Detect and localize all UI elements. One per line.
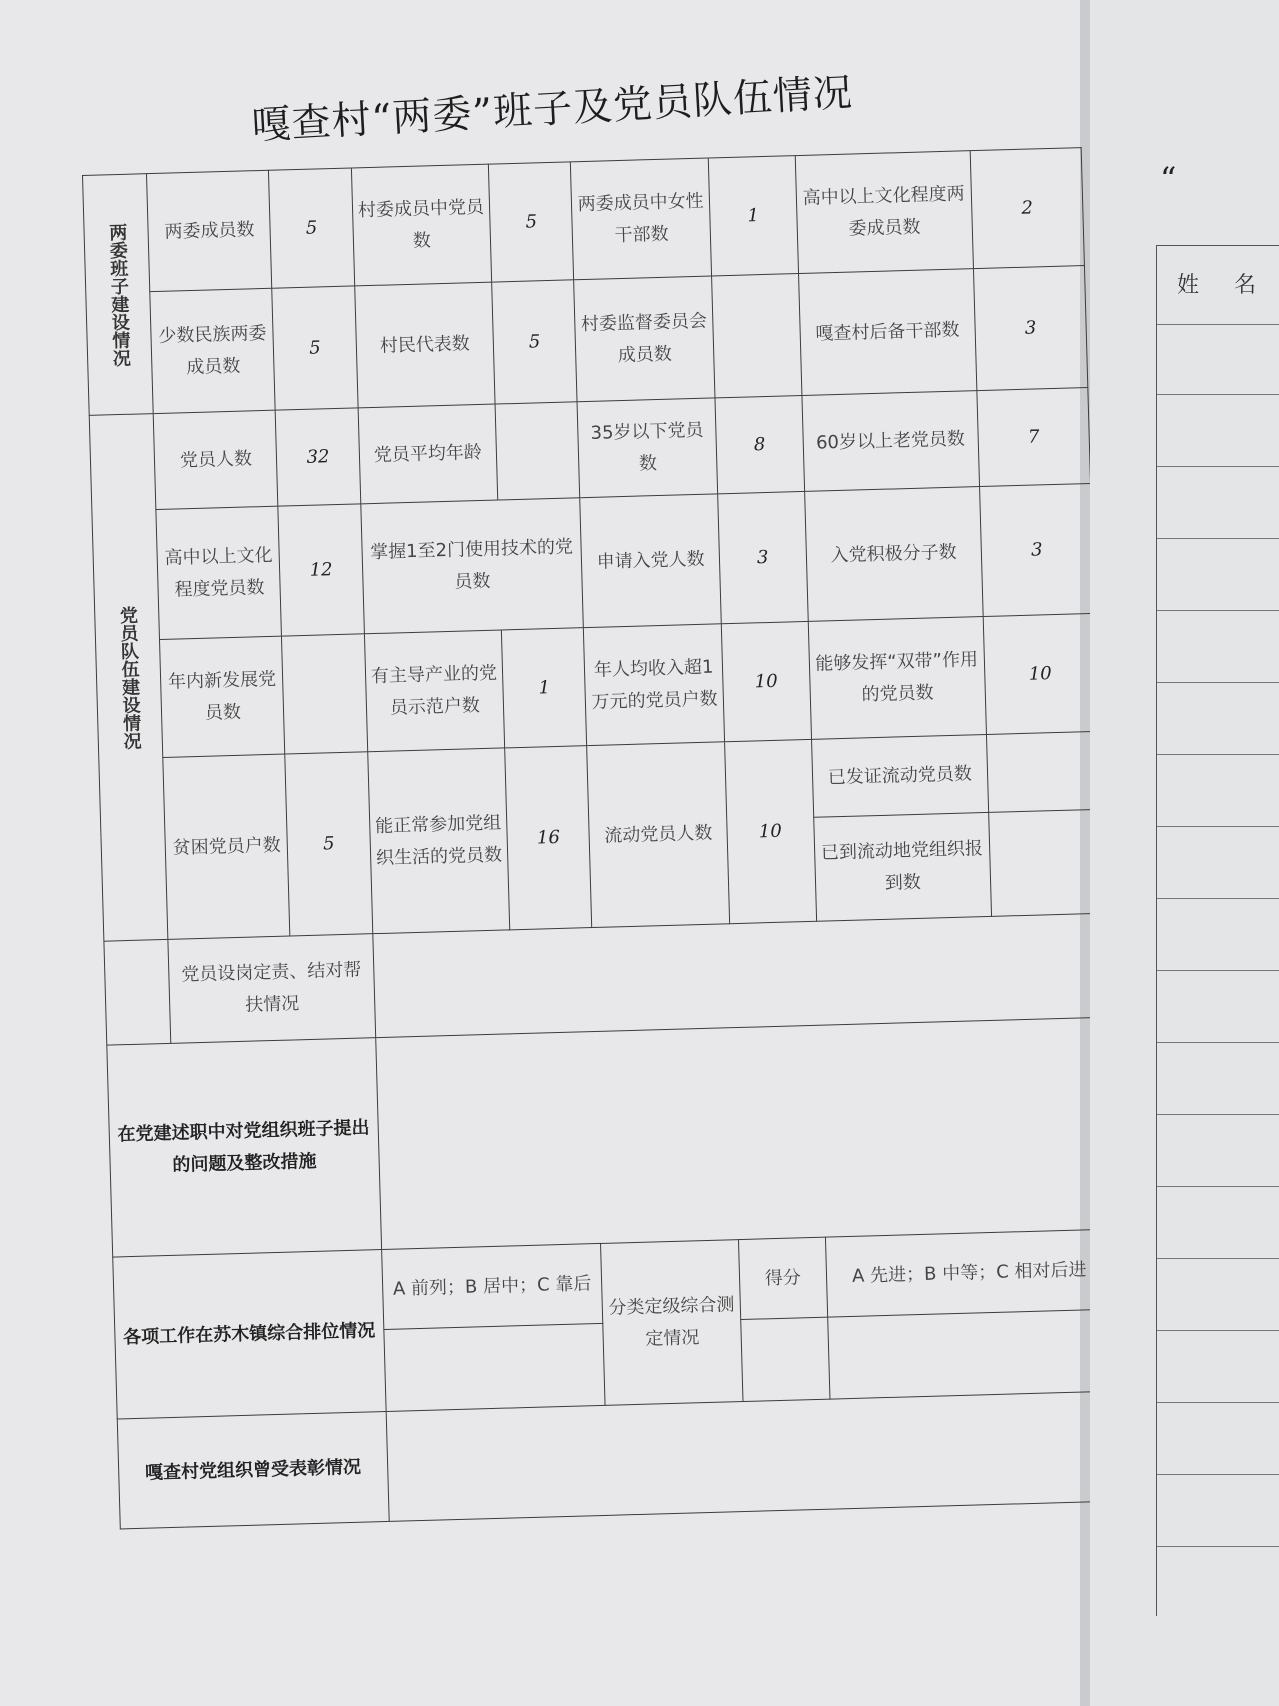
row-line (1157, 610, 1279, 611)
row-line (1157, 324, 1279, 325)
value-poor-households[interactable]: 5 (285, 752, 372, 936)
value-under-35[interactable]: 8 (715, 395, 804, 493)
row-line (1157, 1402, 1279, 1403)
label-classification: 分类定级综合测定情况 (601, 1240, 743, 1406)
value-activists[interactable]: 3 (979, 483, 1094, 616)
label-active-members: 能正常参加党组织生活的党员数 (367, 748, 510, 934)
value-rank[interactable] (383, 1323, 605, 1411)
row-line (1157, 466, 1279, 467)
value-party-members[interactable]: 32 (276, 408, 361, 506)
label-post-duties: 党员设岗定责、结对帮扶情况 (168, 934, 375, 1044)
label-reported-mobile: 已到流动地党组织报到数 (813, 812, 991, 921)
row-line (1157, 754, 1279, 755)
value-new-members[interactable] (282, 634, 367, 754)
grade-options: A 先进；B 中等；C 相对后进 (825, 1229, 1114, 1317)
label-village-reps: 村民代表数 (354, 282, 495, 408)
row-line (1157, 1114, 1279, 1115)
label-certified-mobile: 已发证流动党员数 (811, 734, 988, 817)
value-honors[interactable] (386, 1391, 1119, 1521)
label-applicants: 申请入党人数 (580, 494, 721, 628)
label-rectification: 在党建述职中对党组织班子提出的问题及整改措施 (107, 1038, 381, 1257)
label-highschool-committee: 高中以上文化程度两委成员数 (795, 151, 974, 274)
row-line (1157, 1330, 1279, 1331)
table-row (107, 1017, 1112, 1257)
data-form (82, 147, 1122, 1614)
label-skilled-members: 掌握1至2门使用技术的党员数 (360, 498, 583, 634)
label-poor-households: 贫困党员户数 (163, 754, 290, 939)
info-table (82, 147, 1119, 1529)
label-honors: 嘎查村党组织曾受表彰情况 (117, 1412, 389, 1529)
label-party-members: 党员人数 (154, 410, 279, 509)
rank-options: A 前列；B 居中；C 靠后 (381, 1243, 603, 1329)
value-reserve-cadres[interactable]: 3 (973, 266, 1087, 391)
label-demo-households: 有主导产业的党员示范户数 (364, 630, 505, 752)
value-party-in-village[interactable]: 5 (489, 162, 574, 282)
value-active-members[interactable]: 16 (505, 746, 592, 930)
label-over-60: 60岁以上老党员数 (801, 391, 979, 492)
value-village-reps[interactable]: 5 (492, 280, 577, 404)
facing-page-title-fragment: “ (1160, 160, 1177, 198)
label-town-ranking: 各项工作在苏木镇综合排位情况 (113, 1250, 386, 1419)
value-female-cadres[interactable]: 1 (708, 156, 798, 276)
label-reserve-cadres: 嘎查村后备干部数 (798, 269, 977, 396)
value-post-duties[interactable] (372, 913, 1105, 1037)
value-applicants[interactable]: 3 (718, 491, 808, 623)
label-minority-committee: 少数民族两委成员数 (150, 288, 275, 413)
value-mobile-members[interactable]: 10 (725, 739, 817, 923)
row-line (1157, 826, 1279, 827)
label-mobile-members: 流动党员人数 (587, 742, 730, 928)
row-line (1157, 970, 1279, 971)
section-members-cont (104, 939, 171, 1045)
row-line (1157, 1258, 1279, 1259)
facing-page-table (1156, 245, 1279, 1616)
value-certified-mobile[interactable] (986, 731, 1099, 812)
value-average-age[interactable] (495, 402, 580, 500)
value-supervision[interactable] (712, 274, 802, 398)
label-income-households: 年人均收入超1万元的党员户数 (584, 624, 725, 746)
label-new-members: 年内新发展党员数 (160, 636, 285, 757)
name-column-header: 姓 名 (1177, 273, 1270, 298)
label-activists: 入党积极分子数 (804, 487, 983, 622)
value-highschool-members[interactable]: 12 (278, 504, 364, 636)
label-highschool-members: 高中以上文化程度党员数 (156, 506, 282, 639)
label-party-in-village: 村委成员中党员数 (351, 164, 492, 286)
row-line (1157, 682, 1279, 683)
value-grade[interactable] (827, 1309, 1116, 1399)
page-title: 嘎查村“两委”班子及党员队伍情况 (250, 70, 854, 149)
label-supervision: 村委监督委员会成员数 (574, 276, 715, 402)
value-demo-households[interactable]: 1 (502, 628, 587, 748)
value-over-60[interactable]: 7 (977, 387, 1091, 486)
value-committee-members[interactable]: 5 (269, 168, 354, 288)
section-committee: 两委班子建设情况 (83, 174, 154, 416)
label-score: 得分 (738, 1237, 827, 1319)
row-line (1157, 1474, 1279, 1475)
value-income-households[interactable]: 10 (721, 621, 811, 741)
row-line (1157, 538, 1279, 539)
row-line (1157, 1042, 1279, 1043)
label-female-cadres: 两委成员中女性干部数 (571, 158, 712, 280)
row-line (1157, 1546, 1279, 1547)
label-average-age: 党员平均年龄 (358, 404, 498, 504)
value-score[interactable] (741, 1317, 830, 1401)
row-line (1157, 394, 1279, 395)
value-minority-committee[interactable]: 5 (272, 286, 357, 410)
section-members: 党员队伍建设情况 (89, 414, 168, 942)
value-rectification[interactable] (375, 1017, 1111, 1249)
value-reported-mobile[interactable] (989, 809, 1103, 916)
value-double-lead[interactable]: 10 (983, 613, 1097, 734)
label-double-lead: 能够发挥“双带”作用的党员数 (808, 617, 987, 740)
value-highschool-committee[interactable]: 2 (970, 148, 1084, 269)
row-line (1157, 898, 1279, 899)
label-committee-members: 两委成员数 (147, 170, 272, 291)
row-line (1157, 1186, 1279, 1187)
label-under-35: 35岁以下党员数 (577, 398, 717, 498)
